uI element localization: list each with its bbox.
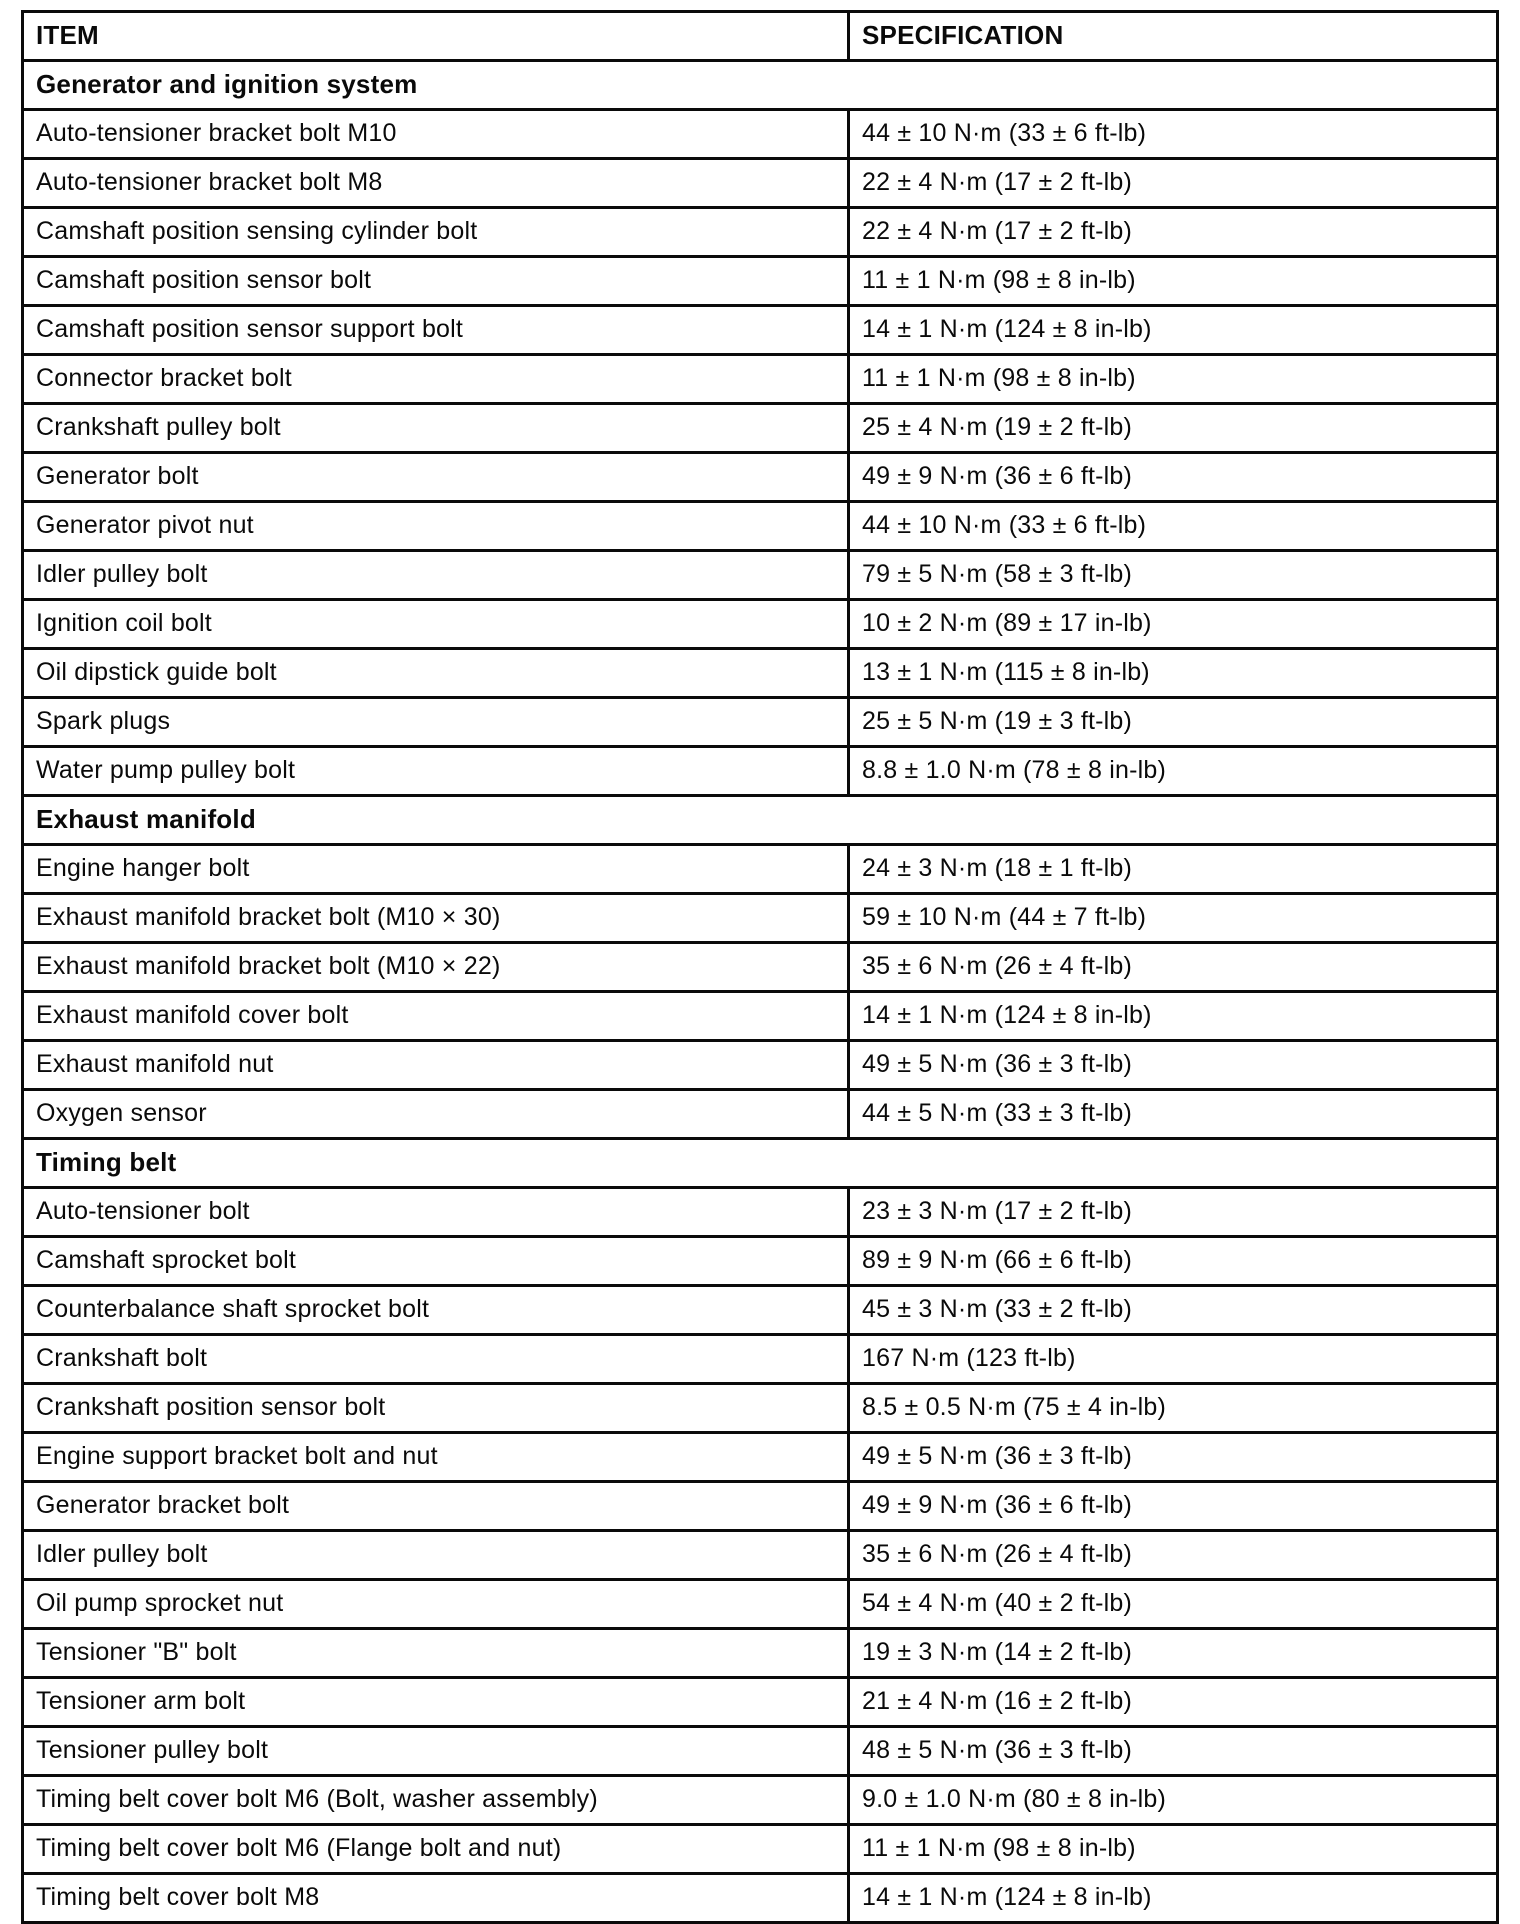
spec-row: [23, 1090, 1498, 1139]
spec-row: [23, 1286, 1498, 1335]
item-cell: Camshaft sprocket bolt: [23, 1237, 849, 1286]
spec-cell: 167 N·m (123 ft-lb): [849, 1335, 1498, 1384]
spec-cell: 10 ± 2 N·m (89 ± 17 in-lb): [849, 600, 1498, 649]
spec-cell: 35 ± 6 N·m (26 ± 4 ft-lb): [849, 943, 1498, 992]
item-cell: Oil pump sprocket nut: [23, 1580, 849, 1629]
spec-row: [23, 1237, 1498, 1286]
header-row: [23, 12, 1498, 61]
item-cell: Tensioner arm bolt: [23, 1678, 849, 1727]
spec-row: [23, 502, 1498, 551]
spec-row: [23, 1776, 1498, 1825]
spec-row: [23, 1825, 1498, 1874]
spec-row: [23, 1678, 1498, 1727]
spec-cell: 23 ± 3 N·m (17 ± 2 ft-lb): [849, 1188, 1498, 1237]
spec-cell: 21 ± 4 N·m (16 ± 2 ft-lb): [849, 1678, 1498, 1727]
spec-cell: 35 ± 6 N·m (26 ± 4 ft-lb): [849, 1531, 1498, 1580]
spec-cell: 22 ± 4 N·m (17 ± 2 ft-lb): [849, 159, 1498, 208]
item-cell: Generator bracket bolt: [23, 1482, 849, 1531]
item-cell: Crankshaft pulley bolt: [23, 404, 849, 453]
column-header-item: ITEM: [23, 12, 849, 61]
item-cell: Generator pivot nut: [23, 502, 849, 551]
spec-cell: 44 ± 10 N·m (33 ± 6 ft-lb): [849, 502, 1498, 551]
item-cell: Auto-tensioner bracket bolt M10: [23, 110, 849, 159]
item-cell: Crankshaft position sensor bolt: [23, 1384, 849, 1433]
spec-cell: 8.8 ± 1.0 N·m (78 ± 8 in-lb): [849, 747, 1498, 796]
spec-row: [23, 1041, 1498, 1090]
spec-row: [23, 747, 1498, 796]
spec-row: [23, 1727, 1498, 1776]
spec-cell: 48 ± 5 N·m (36 ± 3 ft-lb): [849, 1727, 1498, 1776]
spec-row: [23, 649, 1498, 698]
spec-row: [23, 1384, 1498, 1433]
item-cell: Connector bracket bolt: [23, 355, 849, 404]
item-cell: Exhaust manifold nut: [23, 1041, 849, 1090]
section-row: [23, 796, 1498, 845]
spec-row: [23, 453, 1498, 502]
spec-cell: 11 ± 1 N·m (98 ± 8 in-lb): [849, 355, 1498, 404]
spec-cell: 9.0 ± 1.0 N·m (80 ± 8 in-lb): [849, 1776, 1498, 1825]
item-cell: Camshaft position sensor support bolt: [23, 306, 849, 355]
spec-cell: 59 ± 10 N·m (44 ± 7 ft-lb): [849, 894, 1498, 943]
item-cell: Counterbalance shaft sprocket bolt: [23, 1286, 849, 1335]
spec-cell: 49 ± 9 N·m (36 ± 6 ft-lb): [849, 453, 1498, 502]
spec-row: [23, 1874, 1498, 1923]
item-cell: Timing belt cover bolt M8: [23, 1874, 849, 1923]
item-cell: Oxygen sensor: [23, 1090, 849, 1139]
spec-cell: 49 ± 5 N·m (36 ± 3 ft-lb): [849, 1433, 1498, 1482]
item-cell: Auto-tensioner bracket bolt M8: [23, 159, 849, 208]
spec-row: [23, 306, 1498, 355]
spec-row: [23, 1433, 1498, 1482]
item-cell: Exhaust manifold cover bolt: [23, 992, 849, 1041]
spec-cell: 25 ± 4 N·m (19 ± 2 ft-lb): [849, 404, 1498, 453]
item-cell: Timing belt cover bolt M6 (Flange bolt and nut): [23, 1825, 849, 1874]
item-cell: Exhaust manifold bracket bolt (M10 × 30): [23, 894, 849, 943]
item-cell: Camshaft position sensor bolt: [23, 257, 849, 306]
item-cell: Oil dipstick guide bolt: [23, 649, 849, 698]
spec-cell: 14 ± 1 N·m (124 ± 8 in-lb): [849, 306, 1498, 355]
item-cell: Generator bolt: [23, 453, 849, 502]
item-cell: Engine hanger bolt: [23, 845, 849, 894]
spec-cell: 22 ± 4 N·m (17 ± 2 ft-lb): [849, 208, 1498, 257]
spec-row: [23, 943, 1498, 992]
item-cell: Ignition coil bolt: [23, 600, 849, 649]
item-cell: Crankshaft bolt: [23, 1335, 849, 1384]
spec-row: [23, 600, 1498, 649]
spec-row: [23, 208, 1498, 257]
item-cell: Idler pulley bolt: [23, 1531, 849, 1580]
spec-row: [23, 698, 1498, 747]
item-cell: Tensioner pulley bolt: [23, 1727, 849, 1776]
spec-row: [23, 257, 1498, 306]
spec-cell: 45 ± 3 N·m (33 ± 2 ft-lb): [849, 1286, 1498, 1335]
spec-cell: 25 ± 5 N·m (19 ± 3 ft-lb): [849, 698, 1498, 747]
spec-row: [23, 1580, 1498, 1629]
spec-cell: 54 ± 4 N·m (40 ± 2 ft-lb): [849, 1580, 1498, 1629]
spec-cell: 44 ± 10 N·m (33 ± 6 ft-lb): [849, 110, 1498, 159]
section-title: Generator and ignition system: [23, 61, 1498, 110]
spec-cell: 24 ± 3 N·m (18 ± 1 ft-lb): [849, 845, 1498, 894]
spec-row: [23, 110, 1498, 159]
spec-row: [23, 1482, 1498, 1531]
spec-cell: 79 ± 5 N·m (58 ± 3 ft-lb): [849, 551, 1498, 600]
spec-row: [23, 1335, 1498, 1384]
item-cell: Camshaft position sensing cylinder bolt: [23, 208, 849, 257]
column-header-specification: SPECIFICATION: [849, 12, 1498, 61]
spec-cell: 14 ± 1 N·m (124 ± 8 in-lb): [849, 992, 1498, 1041]
section-row: [23, 61, 1498, 110]
spec-cell: 11 ± 1 N·m (98 ± 8 in-lb): [849, 1825, 1498, 1874]
item-cell: Water pump pulley bolt: [23, 747, 849, 796]
spec-cell: 49 ± 5 N·m (36 ± 3 ft-lb): [849, 1041, 1498, 1090]
spec-row: [23, 159, 1498, 208]
item-cell: Engine support bracket bolt and nut: [23, 1433, 849, 1482]
spec-row: [23, 1188, 1498, 1237]
item-cell: Spark plugs: [23, 698, 849, 747]
spec-cell: 8.5 ± 0.5 N·m (75 ± 4 in-lb): [849, 1384, 1498, 1433]
spec-cell: 44 ± 5 N·m (33 ± 3 ft-lb): [849, 1090, 1498, 1139]
spec-row: [23, 404, 1498, 453]
item-cell: Timing belt cover bolt M6 (Bolt, washer assembly): [23, 1776, 849, 1825]
item-cell: Tensioner "B" bolt: [23, 1629, 849, 1678]
spec-row: [23, 992, 1498, 1041]
item-cell: Auto-tensioner bolt: [23, 1188, 849, 1237]
item-cell: Exhaust manifold bracket bolt (M10 × 22): [23, 943, 849, 992]
section-row: [23, 1139, 1498, 1188]
spec-row: [23, 355, 1498, 404]
spec-cell: 49 ± 9 N·m (36 ± 6 ft-lb): [849, 1482, 1498, 1531]
spec-cell: 11 ± 1 N·m (98 ± 8 in-lb): [849, 257, 1498, 306]
spec-cell: 89 ± 9 N·m (66 ± 6 ft-lb): [849, 1237, 1498, 1286]
spec-cell: 13 ± 1 N·m (115 ± 8 in-lb): [849, 649, 1498, 698]
spec-cell: 19 ± 3 N·m (14 ± 2 ft-lb): [849, 1629, 1498, 1678]
spec-cell: 14 ± 1 N·m (124 ± 8 in-lb): [849, 1874, 1498, 1923]
table-body: [23, 61, 1498, 1923]
spec-row: [23, 845, 1498, 894]
spec-row: [23, 894, 1498, 943]
spec-row: [23, 1629, 1498, 1678]
spec-row: [23, 1531, 1498, 1580]
section-title: Timing belt: [23, 1139, 1498, 1188]
section-title: Exhaust manifold: [23, 796, 1498, 845]
item-cell: Idler pulley bolt: [23, 551, 849, 600]
spec-row: [23, 551, 1498, 600]
torque-spec-table: [21, 10, 1499, 1924]
